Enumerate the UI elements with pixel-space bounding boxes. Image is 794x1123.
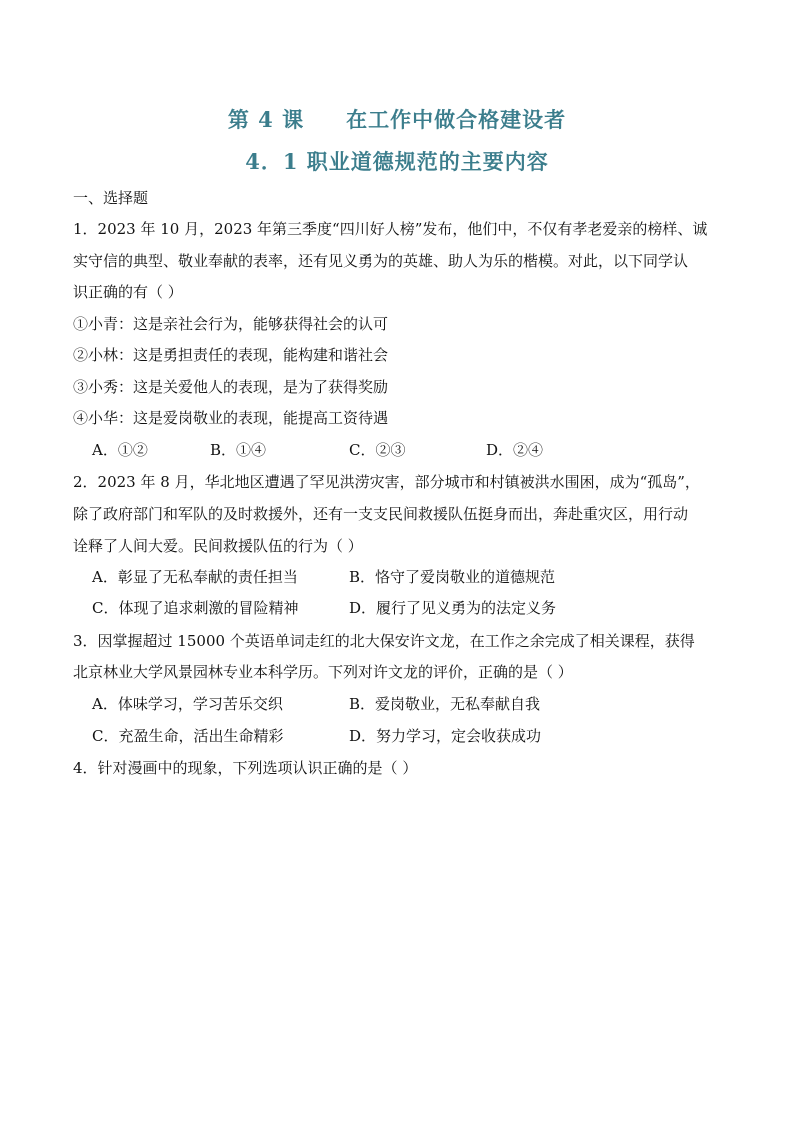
q2-line-2: 除了政府部门和军队的及时救援外，还有一支支民间救援队伍挺身而出，奔赴重灾区，用行动 — [73, 505, 689, 523]
q3-line-2: 北京林业大学风景园林专业本科学历。下列对许文龙的评价，正确的是（ ） — [73, 663, 573, 681]
lesson-name: 在工作中做合格建设者 — [346, 107, 567, 132]
q3-option-a: A．体味学习，学习苦乐交织 — [92, 695, 283, 713]
q1-option-b: B．①④ — [210, 441, 267, 459]
q3-option-d: D．努力学习，定会收获成功 — [349, 727, 542, 745]
q1-line-1: 1．2023 年 10 月，2023 年第三季度“四川好人榜”发布，他们中，不仅有孝老爱亲的榜样、诚 — [73, 220, 708, 238]
lesson-label: 第 4 课 — [227, 107, 305, 132]
q2-line-3: 诠释了人间大爱。民间救援队伍的行为（ ） — [73, 537, 363, 555]
q2-option-d: D．履行了见义勇为的法定义务 — [349, 599, 557, 617]
section-heading: 一、选择题 — [73, 189, 149, 207]
q3-option-c: C．充盈生命，活出生命精彩 — [92, 727, 284, 745]
q2-option-b: B．恪守了爱岗敬业的道德规范 — [349, 568, 556, 586]
lesson-title — [0, 104, 794, 134]
q1-statement-1: ①小青：这是亲社会行为，能够获得社会的认可 — [73, 315, 389, 333]
q1-statement-2: ②小林：这是勇担责任的表现，能构建和谐社会 — [73, 346, 389, 364]
q3-line-1: 3．因掌握超过 15000 个英语单词走红的北大保安许文龙，在工作之余完成了相关课程，获得 — [73, 632, 695, 650]
q1-line-3: 识正确的有（ ） — [73, 283, 183, 301]
section-title: 4．1 职业道德规范的主要内容 — [245, 149, 549, 174]
q1-option-c: C．②③ — [349, 441, 406, 459]
q1-line-2: 实守信的典型、敬业奉献的表率，还有见义勇为的英雄、助人为乐的楷模。对此，以下同学认 — [73, 252, 689, 270]
q1-option-a: A．①② — [92, 441, 148, 459]
q2-option-c: C．体现了追求刺激的冒险精神 — [92, 599, 299, 617]
q2-option-a: A．彰显了无私奉献的责任担当 — [92, 568, 298, 586]
q1-option-d: D．②④ — [486, 441, 544, 459]
q3-option-b: B．爱岗敬业，无私奉献自我 — [349, 695, 541, 713]
q4-line-1: 4．针对漫画中的现象，下列选项认识正确的是（ ） — [73, 759, 418, 777]
q1-statement-3: ③小秀：这是关爱他人的表现，是为了获得奖励 — [73, 378, 389, 396]
q2-line-1: 2．2023 年 8 月，华北地区遭遇了罕见洪涝灾害，部分城市和村镇被洪水围困，成为“孤岛”， — [73, 473, 700, 491]
q1-statement-4: ④小华：这是爱岗敬业的表现，能提高工资待遇 — [73, 409, 389, 427]
